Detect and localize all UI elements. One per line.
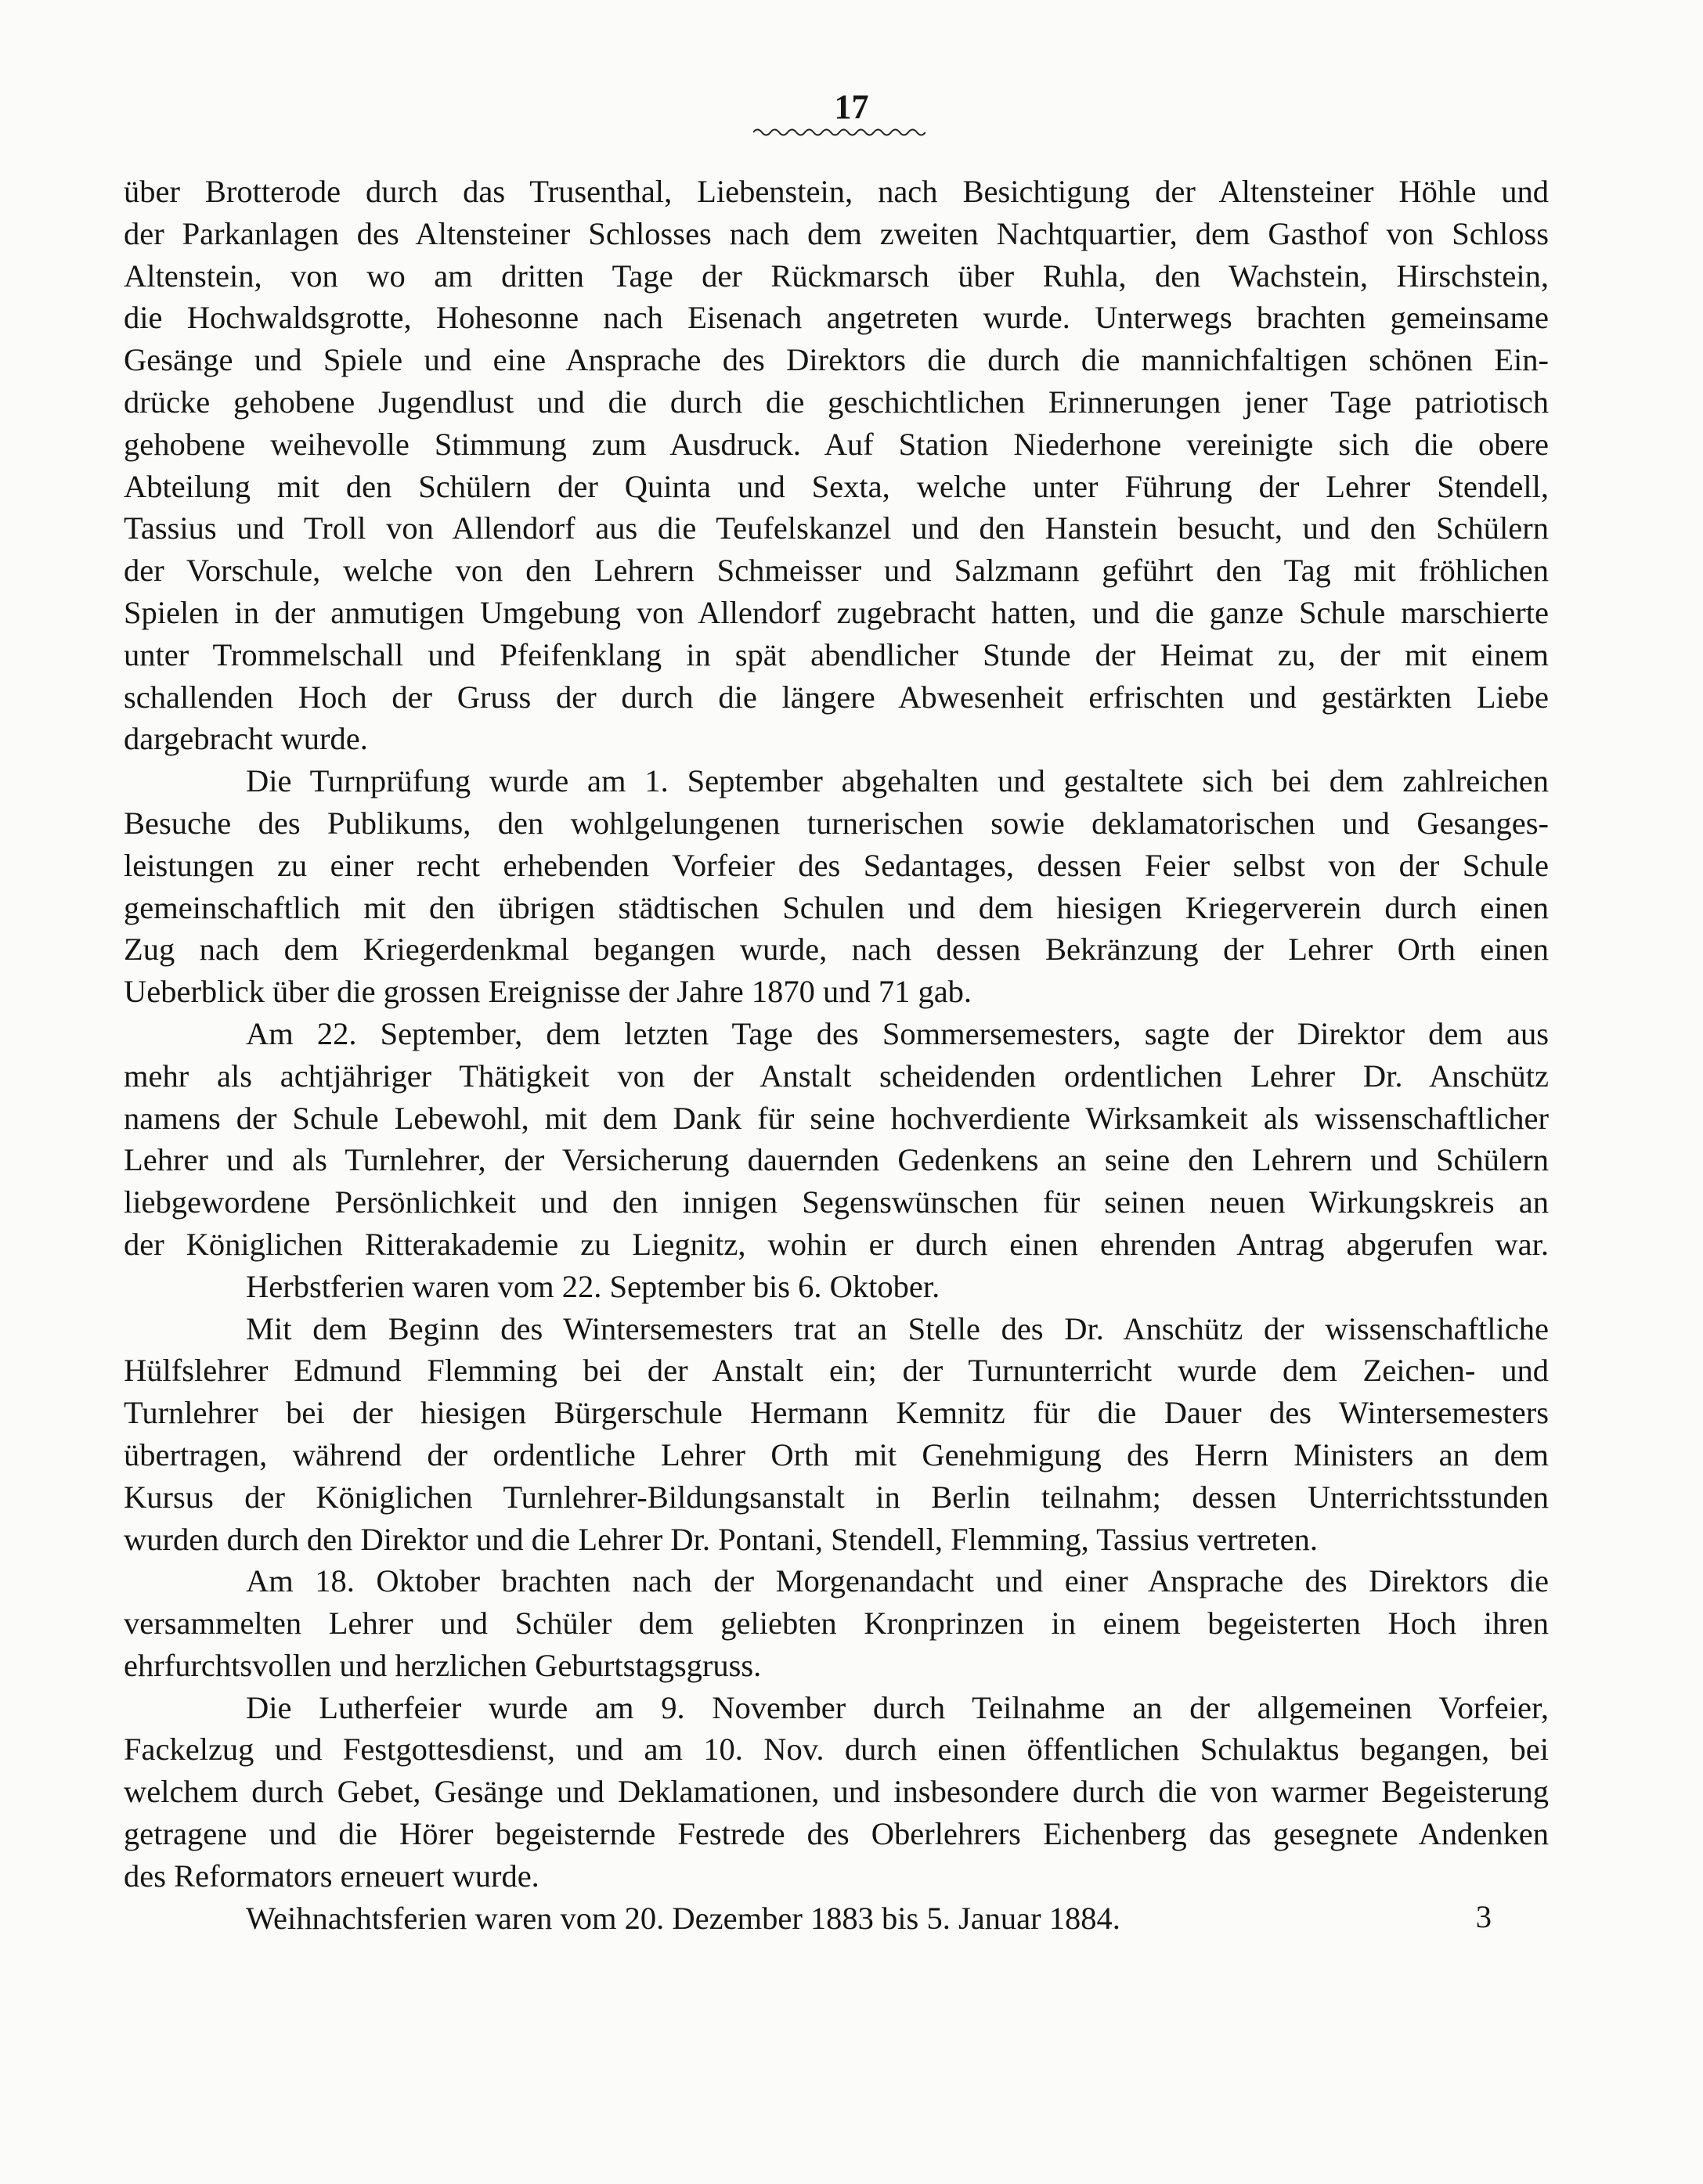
text-line: der Vorschule, welche von den Lehrern Schmeisser und Salzmann geführt den Tag mit fröhlichen xyxy=(124,553,1549,589)
text-line: schallenden Hoch der Gruss der durch die längere Abwesenheit erfrischten und gestärkten Liebe xyxy=(124,679,1549,715)
text-line: die Hochwaldsgrotte, Hohesonne nach Eisenach angetreten wurde. Unterwegs brachten gemeinsame xyxy=(124,300,1549,336)
text-line: leistungen zu einer recht erhebenden Vorfeier des Sedantages, dessen Feier selbst von der Schule xyxy=(124,847,1549,883)
text-line: Fackelzug und Festgottesdienst, und am 10. Nov. durch einen öffentlichen Schulaktus begangen, bei xyxy=(124,1732,1549,1768)
text-line: Die Turnprüfung wurde am 1. September abgehalten und gestaltete sich bei dem zahlreichen xyxy=(246,763,1549,799)
text-line: drücke gehobene Jugendlust und die durch die geschichtlichen Erinnerungen jener Tage patriotisch xyxy=(124,384,1549,420)
text-line: Zug nach dem Kriegerdenkmal begangen wurde, nach dessen Bekränzung der Lehrer Orth einen xyxy=(124,932,1549,968)
text-line: Am 18. Oktober brachten nach der Morgenandacht und einer Ansprache des Direktors die xyxy=(246,1563,1549,1599)
text-line: der Parkanlagen des Altensteiner Schlosses nach dem zweiten Nachtquartier, dem Gasthof von Schloss xyxy=(124,215,1549,251)
text-line: namens der Schule Lebewohl, mit dem Dank für seine hochverdiente Wirksamkeit als wissenschaftlicher xyxy=(124,1100,1549,1136)
body-text xyxy=(124,171,1549,1939)
text-line: Mit dem Beginn des Wintersemesters trat an Stelle des Dr. Anschütz der wissenschaftliche xyxy=(246,1310,1549,1346)
text-line: wurden durch den Direktor und die Lehrer Dr. Pontani, Stendell, Flemming, Tassius vertreten. xyxy=(124,1521,1318,1557)
text-line: Kursus der Königlichen Turnlehrer-Bildungsanstalt in Berlin teilnahm; dessen Unterrichtsstunden xyxy=(124,1479,1549,1515)
text-line: mehr als achtjähriger Thätigkeit von der Anstalt scheidenden ordentlichen Lehrer Dr. Anschütz xyxy=(124,1058,1549,1094)
text-line: der Königlichen Ritterakademie zu Liegnitz, wohin er durch einen ehrenden Antrag abgerufen war. xyxy=(124,1226,1549,1262)
text-line: über Brotterode durch das Trusenthal, Liebenstein, nach Besichtigung der Altensteiner Höhle und xyxy=(124,174,1549,209)
text-line: Weihnachtsferien waren vom 20. Dezember 1883 bis 5. Januar 1884. xyxy=(246,1900,1120,1936)
text-line: Besuche des Publikums, den wohlgelungenen turnerischen sowie deklamatorischen und Gesanges- xyxy=(124,805,1549,841)
text-line: Spielen in der anmutigen Umgebung von Allendorf zugebracht hatten, und die ganze Schule marschierte xyxy=(124,594,1549,630)
text-line: Altenstein, von wo am dritten Tage der Rückmarsch über Ruhla, den Wachstein, Hirschstein, xyxy=(124,258,1549,294)
text-line: gemeinschaftlich mit den übrigen städtischen Schulen und dem hiesigen Kriegerverein durch einen xyxy=(124,889,1549,925)
text-line: Die Lutherfeier wurde am 9. November durch Teilnahme an der allgemeinen Vorfeier, xyxy=(246,1689,1549,1725)
text-line: Tassius und Troll von Allendorf aus die Teufelskanzel und den Hanstein besucht, und den Schülern xyxy=(124,510,1549,546)
text-line: ehrfurchtsvollen und herzlichen Geburtstagsgruss. xyxy=(124,1647,762,1683)
text-line: dargebracht wurde. xyxy=(124,721,368,757)
text-line: Hülfslehrer Edmund Flemming bei der Anstalt ein; der Turnunterricht wurde dem Zeichen- und xyxy=(124,1353,1549,1389)
text-line: welchem durch Gebet, Gesänge und Deklamationen, und insbesondere durch die von warmer Begeisterung xyxy=(124,1774,1549,1810)
text-line: Abteilung mit den Schülern der Quinta und Sexta, welche unter Führung der Lehrer Stendell, xyxy=(124,468,1549,504)
text-line: Gesänge und Spiele und eine Ansprache des Direktors die durch die mannichfaltigen schönen Ein- xyxy=(124,342,1549,378)
text-line: getragene und die Hörer begeisternde Festrede des Oberlehrers Eichenberg das gesegnete Andenken xyxy=(124,1816,1549,1852)
text-line: versammelten Lehrer und Schüler dem geliebten Kronprinzen in einem begeisterten Hoch ihren xyxy=(124,1606,1549,1642)
text-line: des Reformators erneuert wurde. xyxy=(124,1858,539,1894)
page-number: 17 xyxy=(834,88,869,126)
text-line: Ueberblick über die grossen Ereignisse der Jahre 1870 und 71 gab. xyxy=(124,974,972,1010)
text-line: übertragen, während der ordentliche Lehrer Orth mit Genehmigung des Herrn Ministers an dem xyxy=(124,1436,1549,1472)
text-line: Herbstferien waren vom 22. September bis 6. Oktober. xyxy=(246,1268,940,1304)
text-line: unter Trommelschall und Pfeifenklang in spät abendlicher Stunde der Heimat zu, der mit einem xyxy=(124,636,1549,672)
text-line: Am 22. September, dem letzten Tage des Sommersemesters, sagte der Direktor dem aus xyxy=(246,1015,1549,1051)
text-line: Lehrer und als Turnlehrer, der Versicherung dauernden Gedenkens an seine den Lehrern und Schülern xyxy=(124,1142,1549,1178)
signature-mark: 3 xyxy=(1475,1899,1492,1934)
text-line: liebgewordene Persönlichkeit und den innigen Segenswünschen für seinen neuen Wirkungskreis an xyxy=(124,1184,1549,1220)
text-line: gehobene weihevolle Stimmung zum Ausdruck. Auf Station Niederhone vereinigte sich die obere xyxy=(124,426,1549,462)
text-line: Turnlehrer bei der hiesigen Bürgerschule Hermann Kemnitz für die Dauer des Wintersemesters xyxy=(124,1395,1549,1431)
wavy-rule-ornament xyxy=(753,127,925,138)
